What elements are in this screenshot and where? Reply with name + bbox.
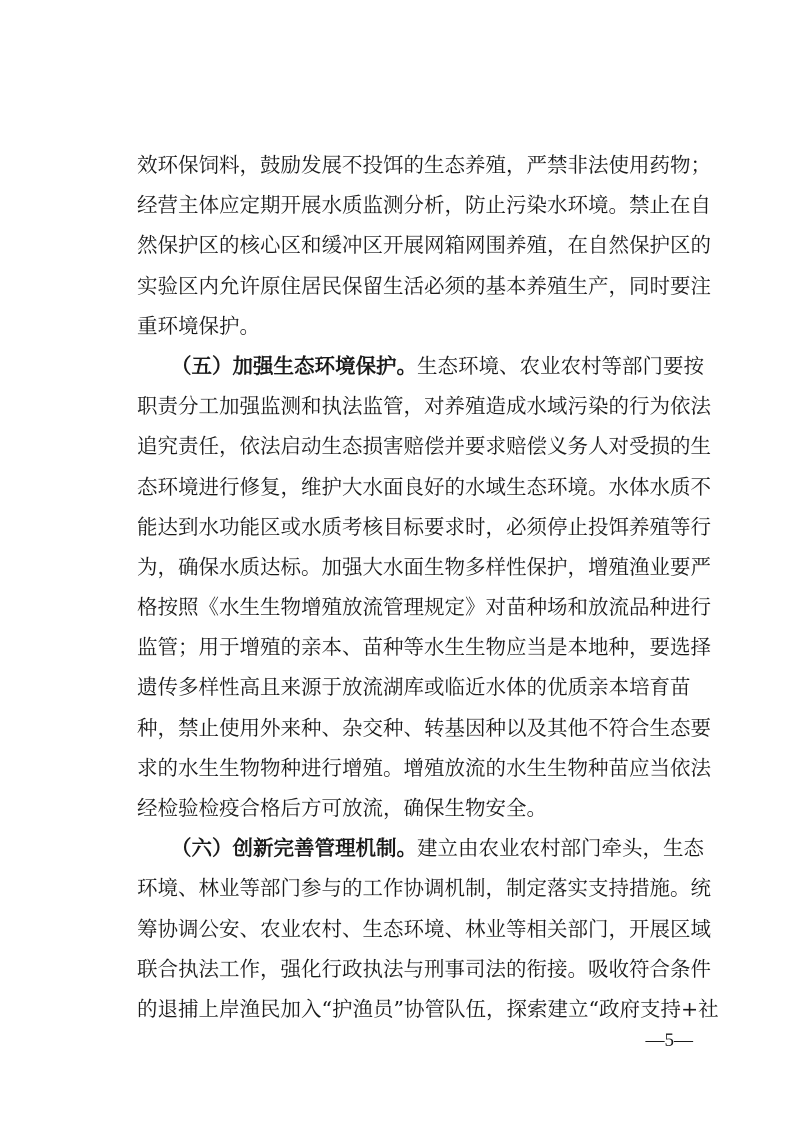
page-number: —5—: [645, 1030, 693, 1051]
text-line: [137, 346, 704, 386]
text-line: 联合执法工作，强化行政执法与刑事司法的衔接。吸收符合条件: [137, 956, 711, 981]
text-run: 生态环境、农业农村等部门要按: [417, 353, 704, 378]
text-line: 为，确保水质达标。加强大水面生物多样性保护，增殖渔业要严: [137, 554, 711, 579]
text-line: 环境、林业等部门参与的工作协调机制，制定落实支持措施。统: [137, 876, 711, 901]
text-line: 经检验检疫合格后方可放流，确保生物安全。: [137, 796, 547, 820]
text-line: 然保护区的核心区和缓冲区开展网箱网围养殖，在自然保护区的: [137, 233, 711, 258]
text-line: 实验区内允许原住居民保留生活必须的基本养殖生产，同时要注: [137, 273, 711, 298]
text-line: 格按照《水生生物增殖放流管理规定》对苗种场和放流品种进行: [137, 595, 711, 620]
paragraph-feed-and-protection: [137, 145, 711, 346]
text-line: 效环保饲料，鼓励发展不投饵的生态养殖，严禁非法使用药物；: [137, 153, 711, 177]
text-line: 监管；用于增殖的亲本、苗种等水生生物应当是本地种，要选择: [137, 635, 711, 660]
text-line: 的退捕上岸渔民加入“护渔员”协管队伍，探索建立“政府支持+社: [137, 996, 719, 1021]
section-heading: （六）创新完善管理机制。: [171, 836, 417, 861]
text-line: 能达到水功能区或水质考核目标要求时，必须停止投饵养殖等行: [137, 514, 711, 539]
paragraph-management-mechanism: [137, 828, 719, 1029]
text-line: 求的水生生物物种进行增殖。增殖放流的水生生物种苗应当依法: [137, 755, 711, 780]
document-body: [137, 145, 719, 1029]
paragraph-ecological-protection: [137, 346, 711, 828]
text-line: [137, 828, 704, 868]
section-heading: （五）加强生态环境保护。: [171, 353, 417, 378]
text-line: 职责分工加强监测和执法监管，对养殖造成水域污染的行为依法: [137, 394, 711, 419]
text-line: 种，禁止使用外来种、杂交种、转基因种以及其他不符合生态要: [137, 715, 711, 740]
text-line: 追究责任，依法启动生态损害赔偿并要求赔偿义务人对受损的生: [137, 434, 711, 459]
text-run: 建立由农业农村部门牵头，生态: [417, 836, 704, 861]
text-line: 遗传多样性高且来源于放流湖库或临近水体的优质亲本培育苗: [137, 675, 691, 700]
text-line: 筹协调公安、农业农村、生态环境、林业等相关部门，开展区域: [137, 916, 711, 941]
text-line: 经营主体应定期开展水质监测分析，防止污染水环境。禁止在自: [137, 193, 711, 218]
text-line: 态环境进行修复，维护大水面良好的水域生态环境。水体水质不: [137, 474, 711, 499]
text-line: 重环境保护。: [137, 313, 260, 338]
